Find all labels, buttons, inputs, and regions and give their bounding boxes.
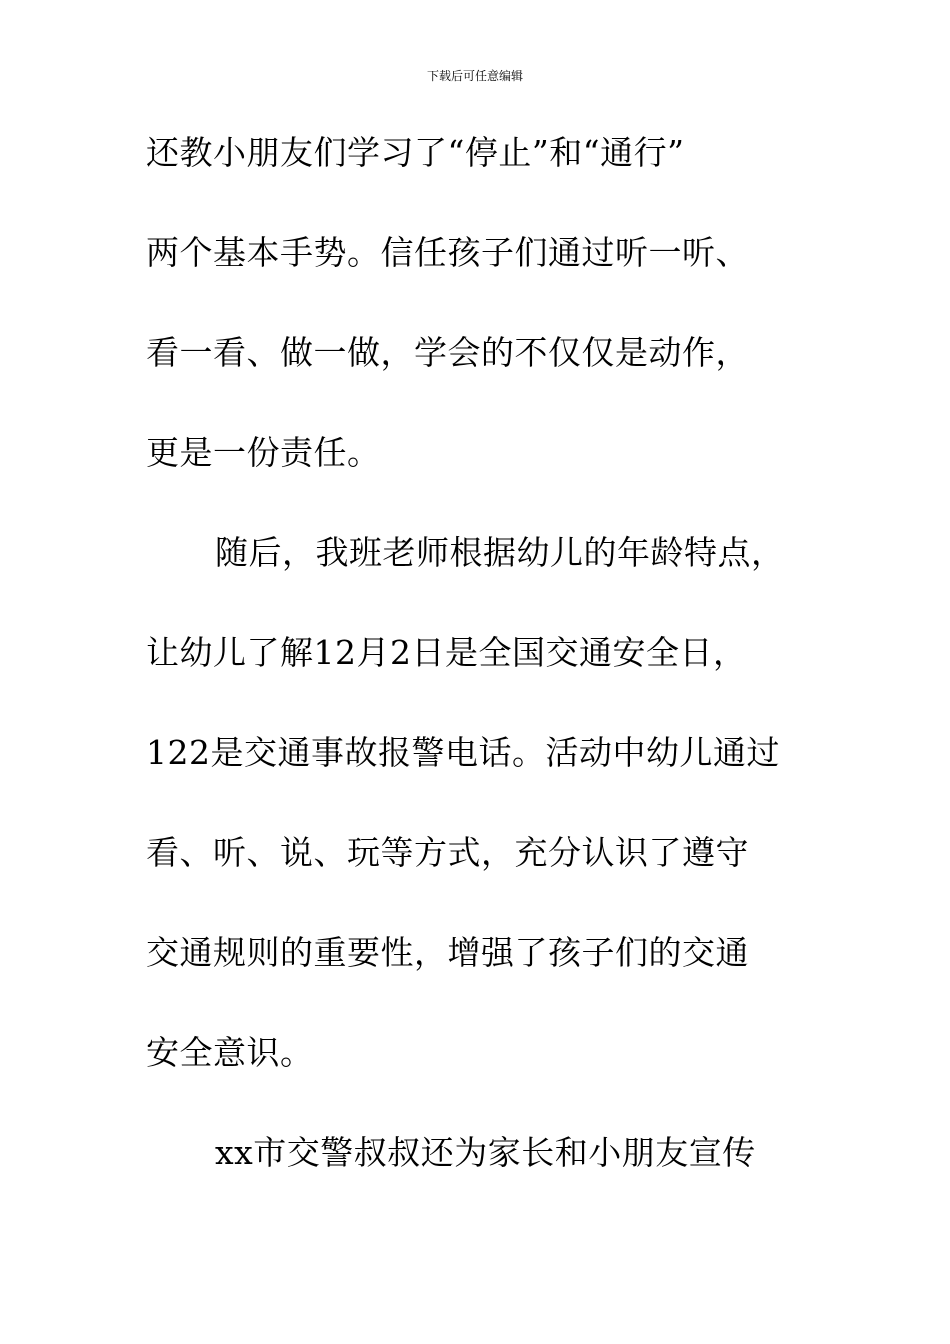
text-line: 看、听、说、玩等方式，充分认识了遵守: [146, 833, 749, 872]
page-header: 下载后可任意编辑: [426, 69, 523, 83]
text-line: 看一看、做一做，学会的不仅仅是动作，: [146, 333, 749, 372]
text-line: 122是交通事故报警电话。活动中幼儿通过: [146, 733, 780, 772]
text-line: 两个基本手势。信任孩子们通过听一听、: [146, 233, 749, 272]
text-line: 交通规则的重要性，增强了孩子们的交通: [146, 933, 749, 972]
text-line: 让幼儿了解12月2日是全国交通安全日，: [146, 633, 747, 672]
text-line: 还教小朋友们学习了“停止”和“通行”: [146, 133, 685, 172]
text-line: 更是一份责任。: [146, 433, 381, 472]
paragraph-start-line: 随后，我班老师根据幼儿的年龄特点，: [215, 533, 785, 572]
paragraph-start-line: xx市交警叔叔还为家长和小朋友宣传: [215, 1133, 756, 1172]
text-line: 安全意识。: [146, 1033, 314, 1072]
